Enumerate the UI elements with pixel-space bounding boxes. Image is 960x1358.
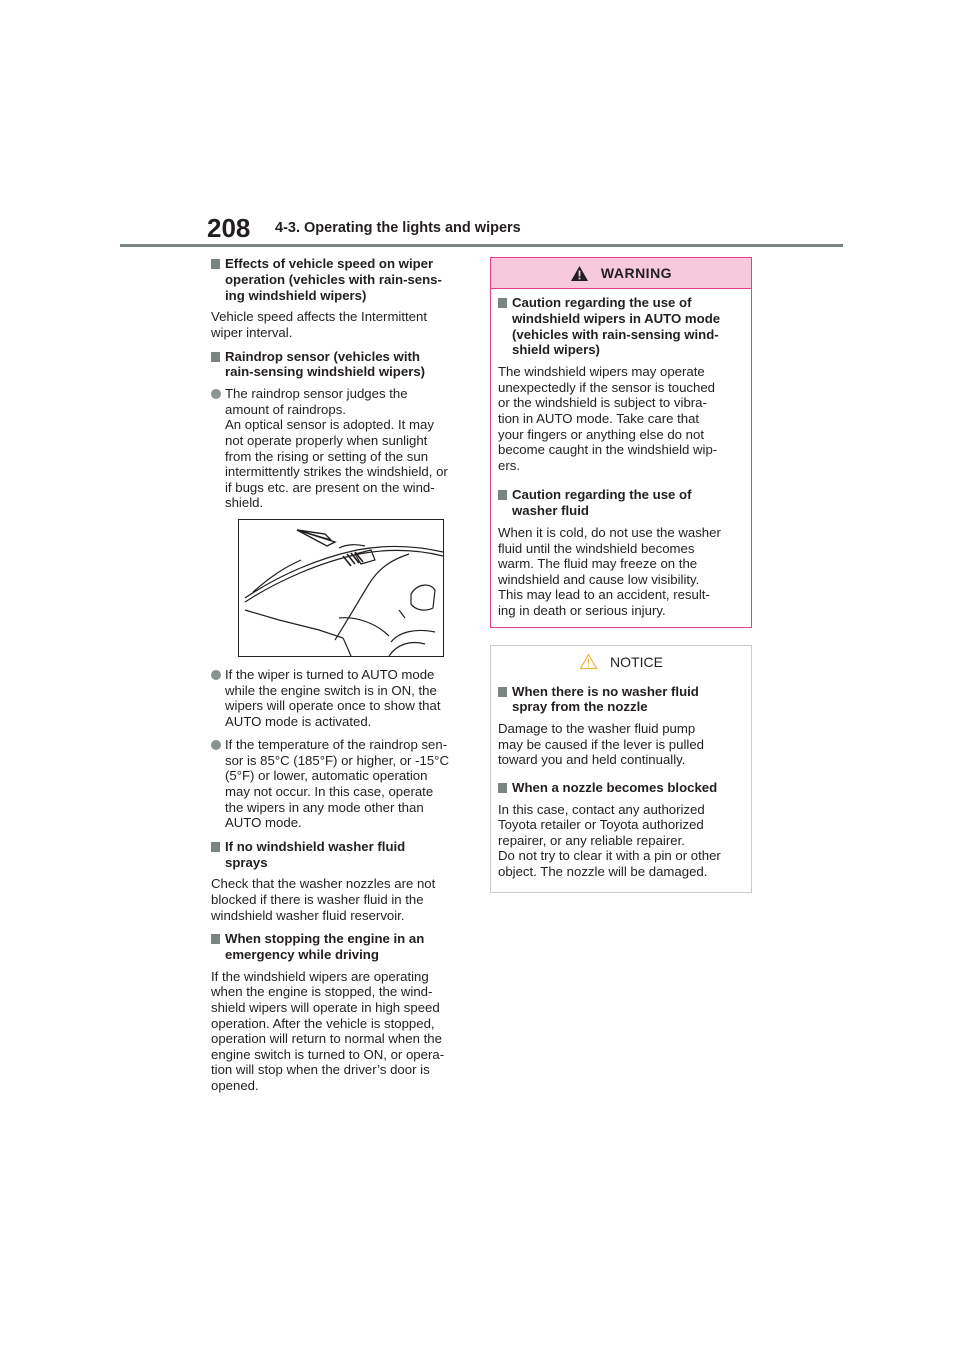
text-line: opened. <box>211 1077 259 1093</box>
text-line: If the windshield wipers are operating <box>211 968 429 984</box>
text-line: emergency while driving <box>225 947 379 963</box>
text-line: The windshield wipers may operate <box>498 364 705 380</box>
text-line: shield wipers) <box>512 342 600 358</box>
text-line: AUTO mode is activated. <box>225 713 372 729</box>
text-line: Do not try to clear it with a pin or other <box>498 848 721 864</box>
text-line: wiper interval. <box>211 324 293 340</box>
text-line: Caution regarding the use of <box>512 487 692 503</box>
text-line: fluid until the windshield becomes <box>498 540 695 556</box>
text-line: may be caused if the lever is pulled <box>498 736 704 752</box>
square-bullet-icon <box>498 783 507 793</box>
text-line: warm. The fluid may freeze on the <box>498 556 698 572</box>
paragraph-washer-nozzles <box>211 876 469 923</box>
windshield-sensor-illustration <box>238 519 444 657</box>
text-line: or the windshield is subject to vibra- <box>498 395 707 411</box>
text-line: blocked if there is washer fluid in the <box>211 892 424 908</box>
text-line: amount of raindrops. <box>225 401 346 417</box>
warning-box <box>490 257 752 628</box>
text-line: operation. After the vehicle is stopped, <box>211 1015 435 1031</box>
heading-emergency-stop <box>211 931 469 963</box>
round-bullet-icon <box>211 670 221 680</box>
text-line: while the engine switch is in ON, the <box>225 682 437 698</box>
square-bullet-icon <box>211 842 220 852</box>
round-bullet-icon <box>211 740 221 750</box>
bullet-auto-mode <box>211 667 469 729</box>
text-line: tion will stop when the driver’s door is <box>211 1062 430 1078</box>
text-line: (5°F) or lower, automatic operation <box>225 768 428 784</box>
text-line: when the engine is stopped, the wind- <box>211 984 433 1000</box>
text-line: shield wipers will operate in high speed <box>211 1000 440 1016</box>
warning-heading-auto-mode <box>498 295 744 358</box>
text-line: This may lead to an accident, result- <box>498 587 710 603</box>
text-line: When stopping the engine in an <box>225 931 425 947</box>
square-bullet-icon <box>211 259 220 269</box>
text-line: In this case, contact any authorized <box>498 801 705 817</box>
warning-heading-washer-fluid <box>498 487 744 519</box>
text-line: not operate properly when sunlight <box>225 432 428 448</box>
right-column <box>490 257 752 893</box>
text-line: If the wiper is turned to AUTO mode <box>225 666 435 682</box>
text-line: unexpectedly if the sensor is touched <box>498 379 715 395</box>
square-bullet-icon <box>498 298 507 308</box>
paragraph-emergency-stop <box>211 969 469 1094</box>
text-line: Effects of vehicle speed on wiper <box>225 256 434 271</box>
text-line: AUTO mode. <box>225 815 302 831</box>
text-line: Check that the washer nozzles are not <box>211 876 436 892</box>
text-line: if bugs etc. are present on the wind- <box>225 479 435 495</box>
paragraph-vehicle-speed <box>211 309 469 340</box>
text-line: windshield and cause low visibility. <box>498 571 700 587</box>
text-line: operation will return to normal when the <box>211 1031 442 1047</box>
square-bullet-icon <box>211 934 220 944</box>
text-line: your fingers or anything else do not <box>498 426 704 442</box>
text-line: from the rising or setting of the sun <box>225 448 429 464</box>
text-line: shield. <box>225 495 264 511</box>
text-line: windshield wipers in AUTO mode <box>512 310 721 326</box>
heading-no-washer-fluid <box>211 839 469 871</box>
text-line: become caught in the windshield wip- <box>498 442 718 458</box>
text-line: ing in death or serious injury. <box>498 602 666 618</box>
round-bullet-icon <box>211 389 221 399</box>
warning-header <box>491 258 751 289</box>
text-line: may not occur. In this case, operate <box>225 784 434 800</box>
square-bullet-icon <box>211 352 220 362</box>
text-line: windshield washer fluid reservoir. <box>211 907 405 923</box>
square-bullet-icon <box>498 490 507 500</box>
section-title: 4-3. Operating the lights and wipers <box>275 220 521 236</box>
notice-heading-nozzle-blocked <box>498 780 744 796</box>
notice-paragraph-nozzle-blocked <box>498 802 744 880</box>
square-bullet-icon <box>498 687 507 697</box>
left-column <box>211 256 469 1102</box>
notice-title: NOTICE <box>610 653 663 670</box>
text-line: the wipers in any mode other than <box>225 799 424 815</box>
text-line: rain-sensing windshield wipers) <box>225 364 426 380</box>
text-line: (vehicles with rain-sensing wind- <box>512 326 719 342</box>
warning-paragraph-washer-fluid <box>498 525 744 619</box>
text-line: object. The nozzle will be damaged. <box>498 864 708 880</box>
header-rule <box>120 244 843 247</box>
warning-title: WARNING <box>600 265 673 281</box>
text-line: When it is cold, do not use the washer <box>498 524 721 540</box>
notice-heading-no-spray <box>498 684 744 716</box>
text-line: tion in AUTO mode. Take care that <box>498 410 700 426</box>
notice-body <box>491 678 751 892</box>
text-line: When a nozzle becomes blocked <box>512 779 718 795</box>
text-line: The raindrop sensor judges the <box>225 386 408 402</box>
warning-triangle-icon <box>570 265 589 282</box>
text-line: sor is 85°C (185°F) or higher, or -15°C <box>225 752 449 768</box>
text-line: operation (vehicles with rain-sens- <box>225 271 442 287</box>
text-line: If no windshield washer fluid <box>225 838 406 854</box>
text-line: intermittently strikes the windshield, or <box>225 464 448 480</box>
text-line: washer fluid <box>512 503 589 519</box>
text-line: Caution regarding the use of <box>512 295 692 310</box>
heading-raindrop-sensor <box>211 349 469 381</box>
text-line: spray from the nozzle <box>512 699 648 715</box>
page-number: 208 <box>207 213 251 243</box>
warning-body <box>491 289 751 627</box>
text-line: If the temperature of the raindrop sen- <box>225 737 448 753</box>
notice-paragraph-no-spray <box>498 721 744 768</box>
text-line: wipers will operate once to show that <box>225 698 441 714</box>
notice-header <box>491 646 751 678</box>
text-line: sprays <box>225 854 268 870</box>
text-line: ers. <box>498 457 520 473</box>
heading-vehicle-speed <box>211 256 469 303</box>
text-line: Toyota retailer or Toyota authorized <box>498 817 704 833</box>
text-line: Damage to the washer fluid pump <box>498 721 696 737</box>
warning-paragraph-auto-mode <box>498 364 744 473</box>
text-line: repairer, or any reliable repairer. <box>498 832 685 848</box>
text-line: When there is no washer fluid <box>512 683 699 699</box>
text-line: Raindrop sensor (vehicles with <box>225 348 420 364</box>
text-line: toward you and held continually. <box>498 752 686 768</box>
bullet-raindrop-judges <box>211 386 469 511</box>
text-line: ing windshield wipers) <box>225 287 367 303</box>
text-line: Vehicle speed affects the Intermittent <box>211 309 428 325</box>
car-windshield-drawing <box>239 520 443 656</box>
text-line: engine switch is turned to ON, or opera- <box>211 1046 445 1062</box>
notice-box <box>490 645 752 893</box>
bullet-temperature <box>211 737 469 831</box>
caution-triangle-icon <box>579 653 598 670</box>
text-line: An optical sensor is adopted. It may <box>225 417 434 433</box>
